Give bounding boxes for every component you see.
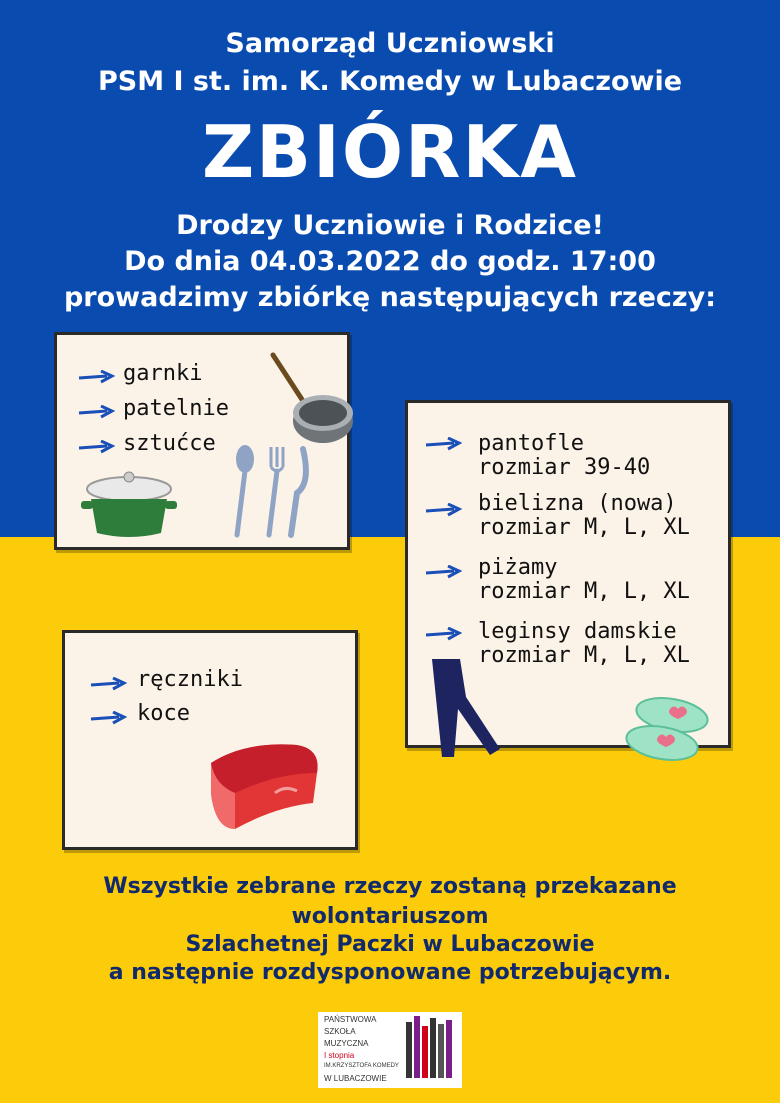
arrow-icon: [424, 503, 462, 517]
logo-text-2: SZKOŁA: [324, 1027, 356, 1036]
school-name: PSM I st. im. K. Komedy w Lubaczowie: [97, 66, 683, 97]
item-towels: ręczniki: [137, 667, 243, 692]
folded-towel-icon: [205, 733, 325, 837]
pot-icon: [81, 465, 181, 541]
logo-text-3: MUZYCZNA: [324, 1039, 369, 1048]
footer-line-4: a następnie rozdysponowane potrzebującym.: [108, 960, 672, 985]
footer-line-2: wolontariuszom: [291, 904, 489, 929]
leggings-icon: [426, 657, 506, 761]
pan-icon: [263, 351, 359, 451]
arrow-icon: [77, 440, 115, 454]
item-slippers: pantofle: [478, 431, 584, 456]
item-underwear-size: rozmiar M, L, XL: [478, 515, 690, 540]
deadline: Do dnia 04.03.2022 do godz. 17:00: [124, 246, 656, 277]
logo-text-4: I stopnia: [324, 1051, 355, 1060]
textile-items-card: [62, 630, 358, 850]
item-blankets: koce: [137, 701, 190, 726]
footer-line-3: Szlachetnej Paczki w Lubaczowie: [185, 932, 595, 957]
item-leggings-size: rozmiar M, L, XL: [478, 643, 690, 668]
page-title: ZBIÓRKA: [201, 110, 579, 194]
organization-name: Samorząd Uczniowski: [225, 28, 555, 59]
collection-intro: prowadzimy zbiórkę następujących rzeczy:: [63, 282, 717, 313]
item-pots: garnki: [123, 361, 203, 386]
item-pans: patelnie: [123, 396, 229, 421]
arrow-icon: [77, 370, 115, 384]
arrow-icon: [424, 437, 462, 451]
school-logo: [318, 1012, 462, 1088]
piano-keys-icon: [406, 1016, 458, 1078]
logo-text-6: W LUBACZOWIE: [324, 1074, 387, 1083]
greeting: Drodzy Uczniowie i Rodzice!: [176, 210, 604, 241]
item-leggings: leginsy damskie: [478, 619, 677, 644]
logo-text-5: IM.KRZYSZTOFA KOMEDY: [324, 1063, 399, 1069]
item-pajamas: piżamy: [478, 555, 558, 580]
arrow-icon: [89, 677, 127, 691]
item-cutlery: sztućce: [123, 431, 216, 456]
arrow-icon: [424, 565, 462, 579]
arrow-icon: [89, 711, 127, 725]
footer-line-1: Wszystkie zebrane rzeczy zostaną przekazane: [103, 874, 677, 899]
cutlery-icon: [227, 443, 311, 539]
item-underwear: bielizna (nowa): [478, 491, 677, 516]
arrow-icon: [424, 627, 462, 641]
item-slippers-size: rozmiar 39-40: [478, 455, 651, 480]
arrow-icon: [77, 405, 115, 419]
item-pajamas-size: rozmiar M, L, XL: [478, 579, 690, 604]
logo-text-1: PAŃSTWOWA: [324, 1015, 377, 1024]
slippers-icon: [620, 685, 712, 769]
kitchen-items-card: [54, 332, 350, 550]
clothing-items-card: [405, 400, 731, 748]
